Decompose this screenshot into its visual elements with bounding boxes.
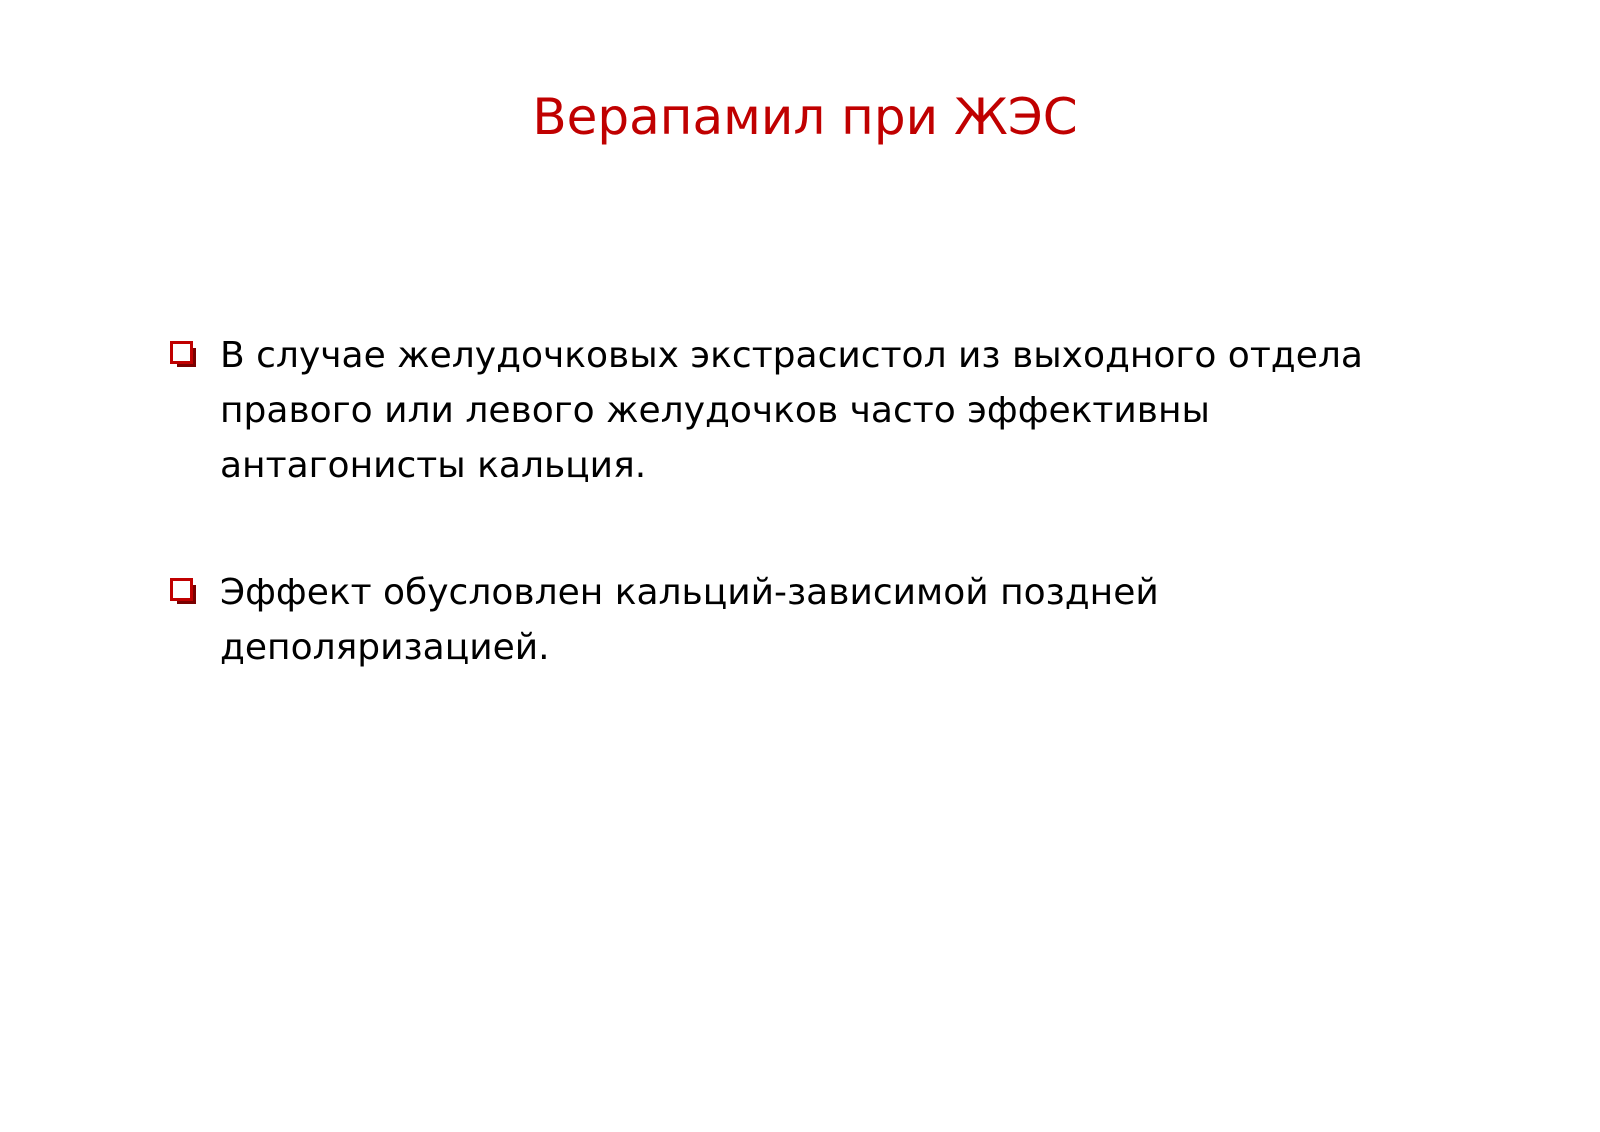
bullet-text: В случае желудочковых экстрасистол из выходного отдела правого или левого желудочков часто эффективны антагонисты кальция.	[220, 335, 1363, 486]
slide-title: Верапамил при ЖЭС	[532, 88, 1078, 146]
bullet-item	[170, 565, 1370, 675]
bullet-list	[170, 328, 1370, 675]
checkbox-square-icon	[170, 341, 196, 367]
checkbox-square-icon	[170, 578, 196, 604]
bullet-text: Эффект обусловлен кальций-зависимой поздней деполяризацией.	[220, 572, 1159, 668]
bullet-item	[170, 328, 1370, 493]
